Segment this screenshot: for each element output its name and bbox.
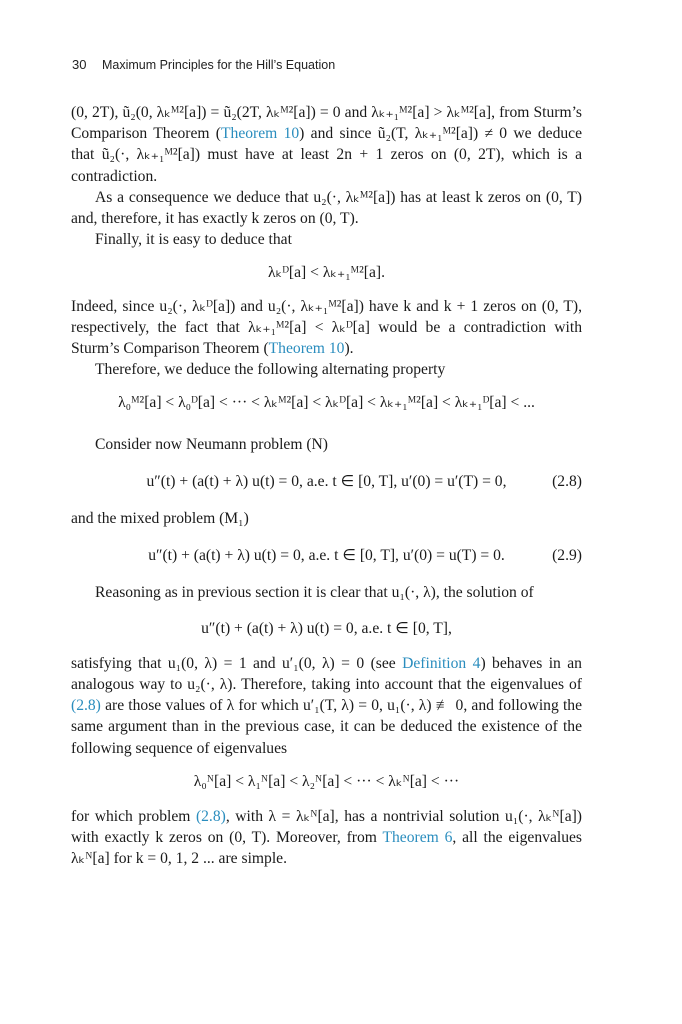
equation-number-2-9: (2.9): [552, 547, 582, 565]
theorem-10-link[interactable]: Theorem 10: [221, 125, 300, 143]
page-body: [71, 102, 582, 870]
equation-2-9-body: u″(t) + (a(t) + λ) u(t) = 0, a.e. t ∈ [0, T], u′(0) = u(T) = 0.: [148, 547, 505, 565]
p4-end: ).: [344, 340, 354, 358]
p1-end: ) and since ũ₂(T, λₖ₊₁ᴹ²[a]) ≠ 0 we deduce that ũ₂(·, λₖ₊₁ᴹ²[a]) must have at least 2n + 1 zeros on (0, 2T), which is a contradiction.: [71, 125, 583, 185]
equation-neumann-eigenvalues: λ₀ᴺ[a] < λ₁ᴺ[a] < λ₂ᴺ[a] < ··· < λₖᴺ[a] < ···: [193, 772, 460, 790]
p9-end: are those values of λ for which u′₁(T, λ) = 0, u₁(·, λ) ≢ 0, and following the same argument than in the previous case, it can be deduced the existence of the following sequence of eigenvalues: [71, 697, 582, 757]
p10-start: for which problem: [71, 808, 196, 826]
paragraph-4: [71, 296, 582, 360]
p4-start: Indeed, since u₂(·, λₖᴰ[a]) and u₂(·, λₖ₊₁ᴹ²[a]) have k and k + 1 zeros on (0, T), respectively, the fact that λₖ₊₁ᴹ²[a] < λₖᴰ[a] would be a contradiction with Sturm’s Comparison Theorem (: [71, 297, 582, 358]
p1-start: (0, 2T), ũ₂(0, λₖᴹ²[a]) = ũ₂(2T, λₖᴹ²[a]) = 0 and λₖ₊₁ᴹ²[a] > λₖᴹ²[a], from Sturm’s Comparison Theorem (: [71, 104, 582, 143]
theorem-10-link-2[interactable]: Theorem 10: [268, 340, 345, 358]
equation-2-8-link[interactable]: (2.8): [71, 697, 101, 715]
paragraph-8: Reasoning as in previous section it is clear that u₁(·, λ), the solution of: [95, 584, 534, 602]
equation-2-8: [71, 471, 582, 492]
definition-4-link[interactable]: Definition 4: [402, 654, 481, 672]
equation-2-8-body: u″(t) + (a(t) + λ) u(t) = 0, a.e. t ∈ [0, T], u′(0) = u′(T) = 0,: [146, 472, 507, 490]
paragraph-6: Consider now Neumann problem (N): [95, 435, 328, 453]
paragraph-1: [71, 102, 582, 187]
running-title: Maximum Principles for the Hill’s Equation: [101, 58, 336, 72]
theorem-6-link[interactable]: Theorem 6: [382, 829, 453, 847]
equation-2-9: [71, 545, 582, 566]
paragraph-7: and the mixed problem (M₁): [71, 510, 249, 528]
equation-eigenvalue-inequality: λₖᴰ[a] < λₖ₊₁ᴹ²[a].: [268, 264, 385, 282]
equation-alternating-property: λ₀ᴹ²[a] < λ₀ᴰ[a] < ··· < λₖᴹ²[a] < λₖᴰ[a] < λₖ₊₁ᴹ²[a] < λₖ₊₁ᴰ[a] < ...: [118, 394, 535, 412]
p10-end: , all the eigenvalues λₖᴺ[a] for k = 0, 1, 2 ... are simple.: [71, 829, 582, 868]
paragraph-2: As a consequence we deduce that u₂(·, λₖᴹ²[a]) has at least k zeros on (0, T) and, therefore, it has exactly k zeros on (0, T).: [71, 188, 582, 228]
p9-middle: ) behaves in an analogous way to u₂(·, λ). Therefore, taking into account that the eigenvalues of: [71, 654, 582, 694]
paragraph-5: Therefore, we deduce the following alternating property: [95, 361, 446, 379]
running-header: [72, 57, 335, 72]
equation-2-8-link-2[interactable]: (2.8): [195, 808, 226, 826]
p9-start: satisfying that u₁(0, λ) = 1 and u′₁(0, λ) = 0 (see: [71, 654, 403, 672]
paragraph-10: [71, 806, 582, 870]
p10-middle: , with λ = λₖᴺ[a], has a nontrivial solution u₁(·, λₖᴺ[a]) with exactly k zeros on (0, T). Moreover, from: [71, 808, 583, 847]
equation-number-2-8: (2.8): [552, 472, 582, 490]
paragraph-9: [71, 653, 582, 759]
equation-ode: u″(t) + (a(t) + λ) u(t) = 0, a.e. t ∈ [0, T],: [201, 619, 452, 637]
paragraph-3: Finally, it is easy to deduce that: [95, 231, 292, 249]
page-number: 30: [72, 57, 87, 72]
